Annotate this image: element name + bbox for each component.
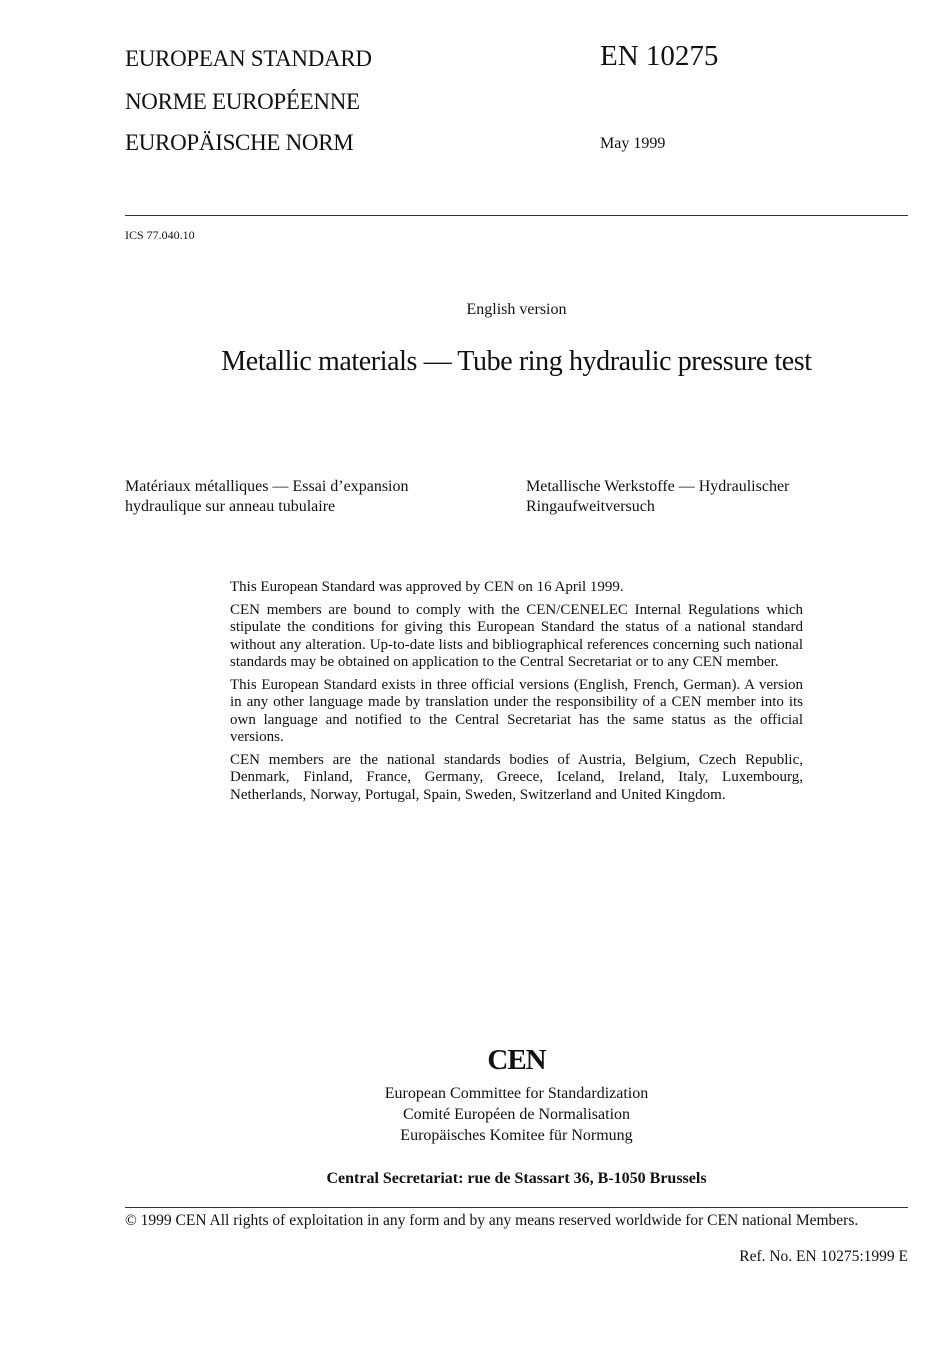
publication-date: May 1999 bbox=[600, 135, 666, 152]
cen-name-en: European Committee for Standardization bbox=[384, 1085, 649, 1102]
german-title bbox=[526, 477, 886, 517]
cen-name-de: Europäisches Komitee für Normung bbox=[400, 1127, 633, 1144]
central-secretariat: Central Secretariat: rue de Stassart 36, B-1050 Brussels bbox=[326, 1170, 707, 1187]
cen-name-fr: Comité Européen de Normalisation bbox=[402, 1106, 631, 1123]
approval-text bbox=[230, 579, 803, 809]
french-title-line: hydraulique sur anneau tubulaire bbox=[125, 498, 336, 515]
header-title-de: EUROPÄISCHE NORM bbox=[125, 130, 354, 155]
german-title-line: Ringaufweitversuch bbox=[526, 498, 655, 515]
version-label: English version bbox=[466, 301, 567, 318]
footer-divider bbox=[125, 1207, 908, 1208]
approval-paragraph: This European Standard was approved by CEN on 16 April 1999. bbox=[230, 579, 624, 595]
header-divider bbox=[125, 215, 908, 216]
document-title: Metallic materials — Tube ring hydraulic pressure test bbox=[221, 346, 812, 377]
approval-paragraph: CEN members are the national standards bodies of Austria, Belgium, Czech Republic, Denmark, Finland, France, Germany, Greece, Iceland, Ireland, Italy, Luxembourg, Netherlands, Norway, Portugal, Spain, Sweden, Switzerland and United Kingdom. bbox=[230, 751, 803, 803]
reference-number: Ref. No. EN 10275:1999 E bbox=[739, 1248, 908, 1265]
copyright-notice: © 1999 CEN All rights of exploitation in any form and by any means reserved worldwide for CEN national Members. bbox=[125, 1212, 859, 1229]
ics-code: ICS 77.040.10 bbox=[125, 228, 195, 242]
approval-paragraph: This European Standard exists in three official versions (English, French, German). A version in any other language made by translation under the responsibility of a CEN member into its own language and notified to the Central Secretariat has the same status as the official versions. bbox=[230, 676, 803, 745]
german-title-line: Metallische Werkstoffe — Hydraulischer bbox=[526, 478, 790, 495]
header-title-fr: NORME EUROPÉENNE bbox=[125, 89, 360, 114]
french-title-line: Matériaux métalliques — Essai d’expansion bbox=[125, 478, 409, 495]
approval-paragraph: CEN members are bound to comply with the CEN/CENELEC Internal Regulations which stipulate the conditions for giving this European Standard the status of a national standard without any alteration. Up-to-date lists and bibliographical references concerning such national standards may be obtained on application to the Central Secretariat or to any CEN member. bbox=[230, 601, 803, 670]
standard-number: EN 10275 bbox=[600, 40, 719, 72]
french-title bbox=[125, 477, 485, 517]
cen-names bbox=[0, 1083, 950, 1146]
header-title-en: EUROPEAN STANDARD bbox=[125, 46, 372, 71]
cen-logo: CEN bbox=[487, 1044, 546, 1076]
